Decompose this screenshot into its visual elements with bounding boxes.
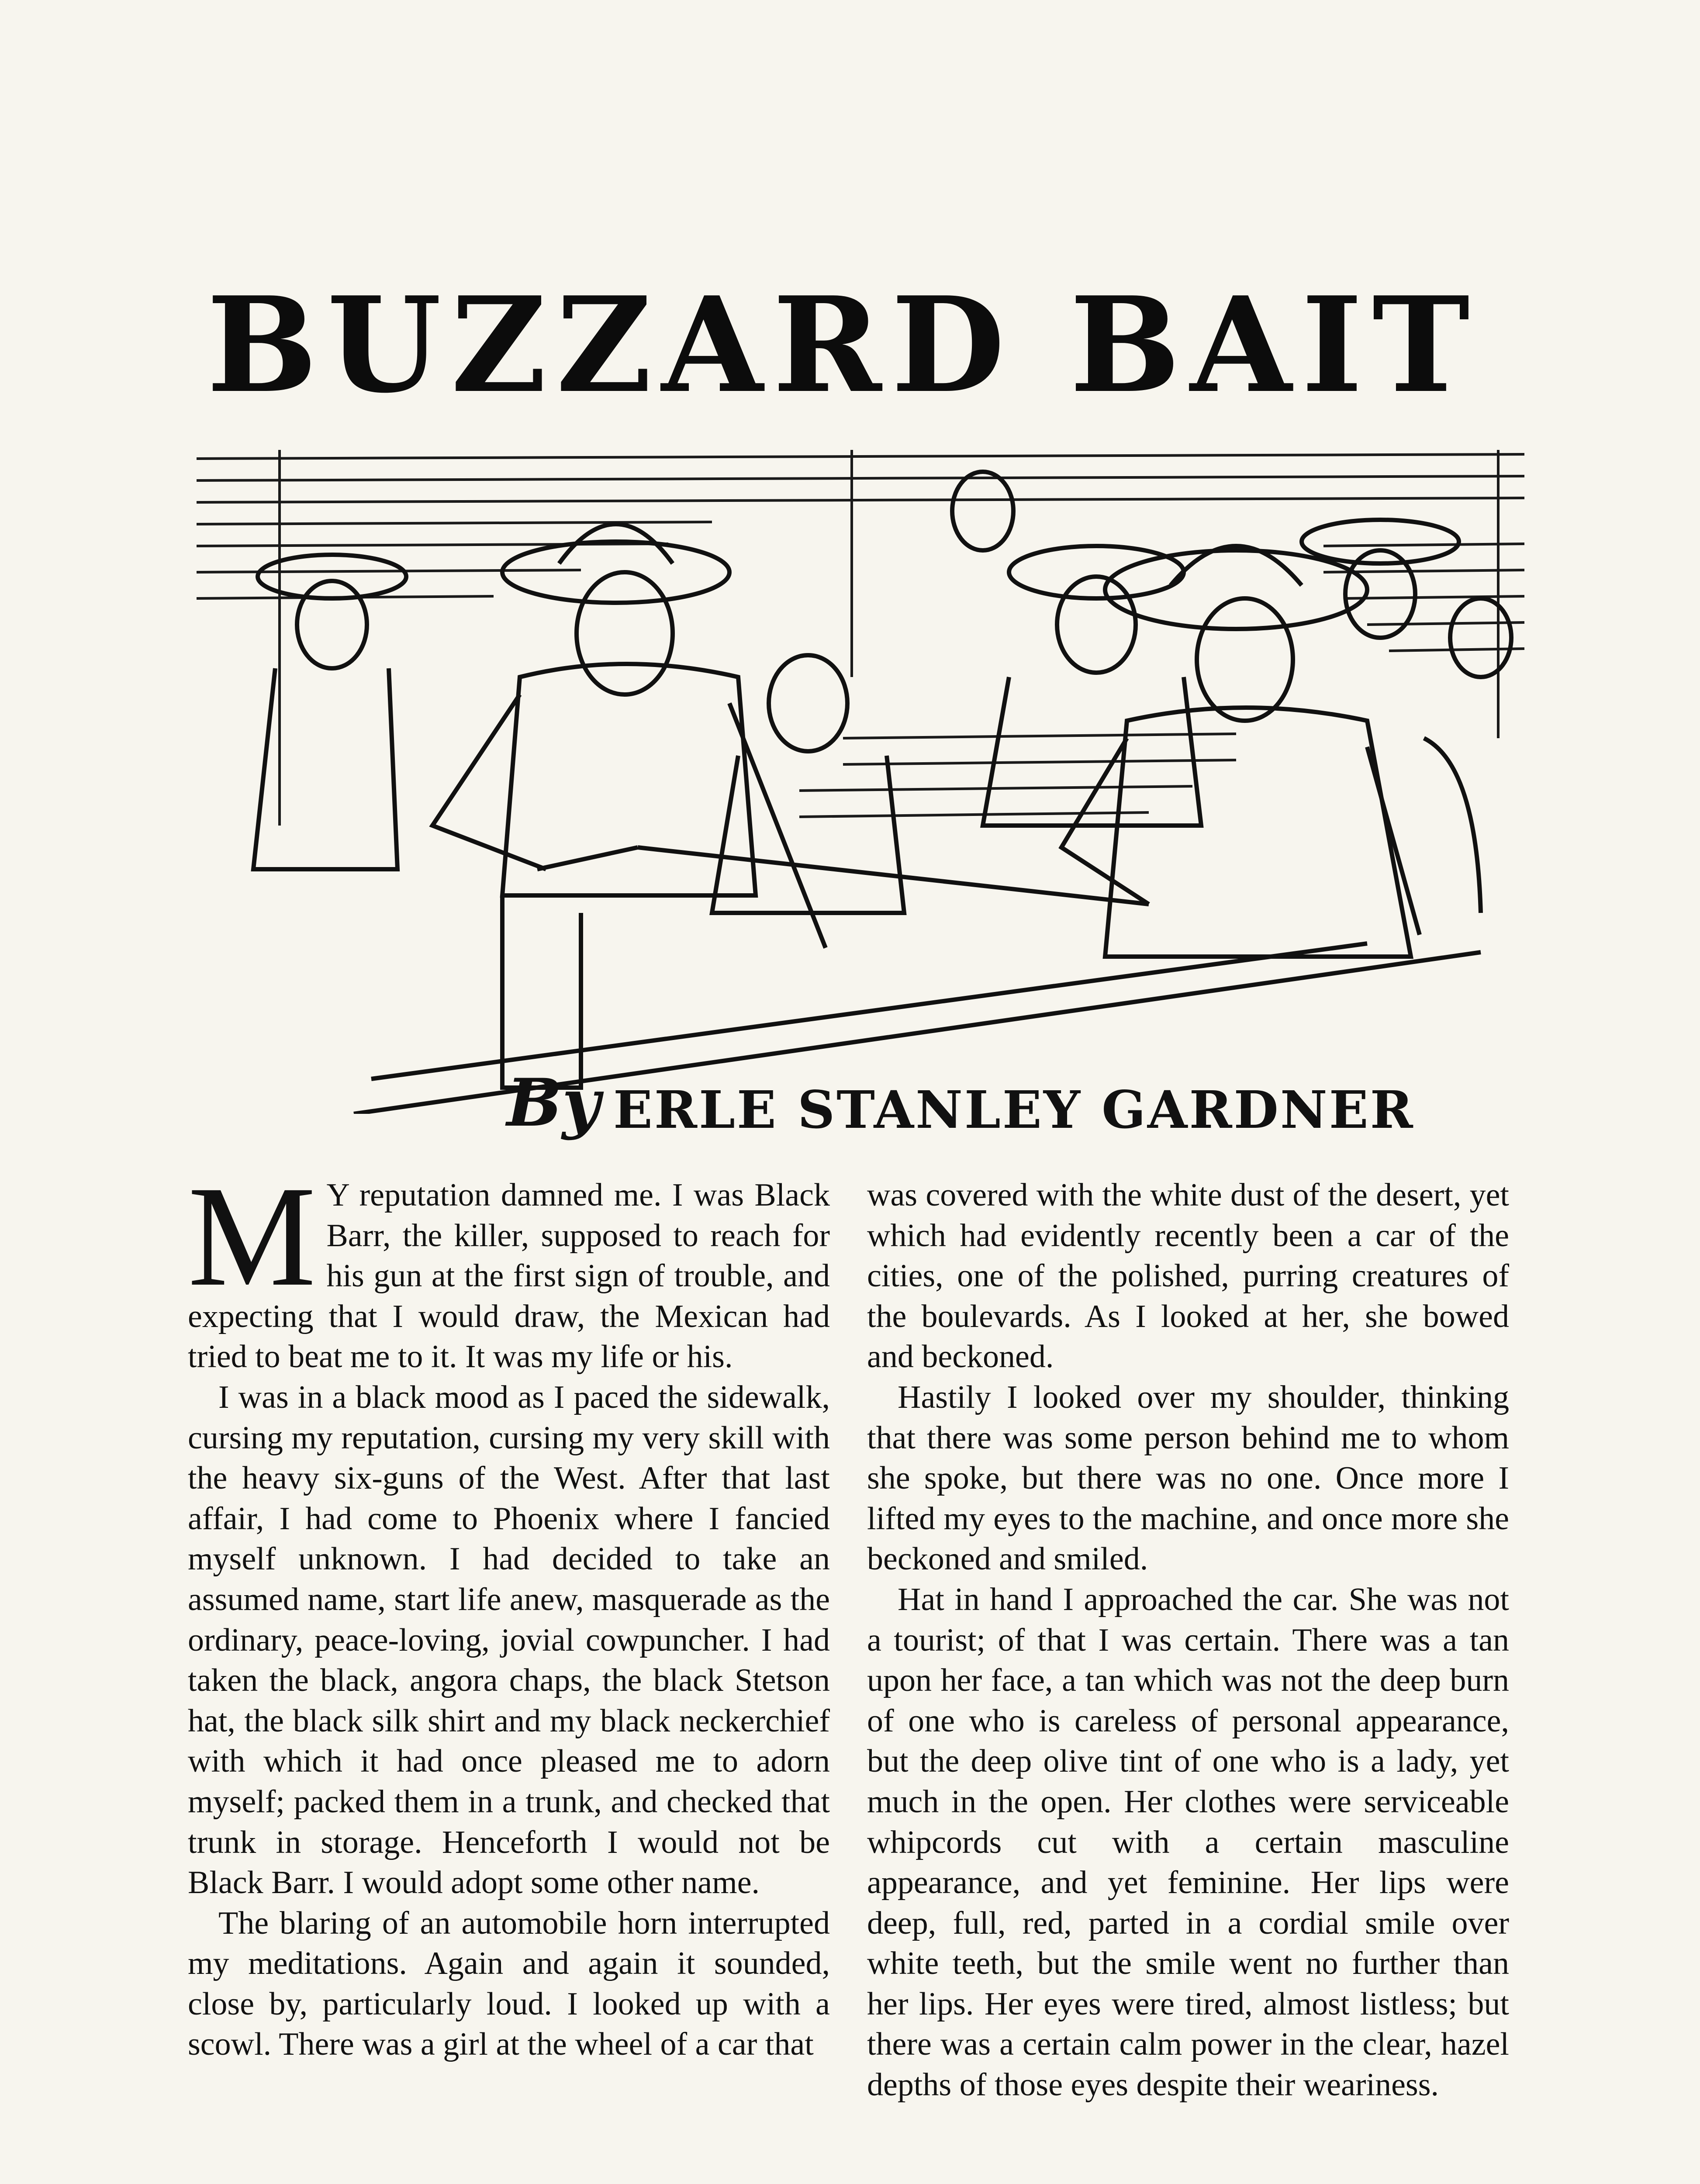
paragraph-text: Y reputation damned me. I was Black Barr, the killer, supposed to reach for his gun at the first sign of trouble, and expecting that I would draw, the Mexican had tried to beat me to it. It was my life or his. [188,1177,830,1375]
drop-cap: M [188,1157,316,1316]
paragraph [188,1157,830,1377]
saloon-gunfight-illustration [188,432,1533,1114]
author-name: ERLE STANLEY GARDNER [613,1079,1415,1140]
story-title: BUZZARD BAIT [207,268,1479,422]
paragraph: Hastily I looked over my shoulder, thinking that there was some person behind me to whom she spoke, but there was no one. Once more I lifted my eyes to the machine, and once more she beckoned and smiled. [867,1379,1509,1577]
text-column-left [188,1157,830,2065]
paragraph: The blaring of an automobile horn interrupted my meditations. Again and again it sounded, close by, particularly loud. I looked up with a scowl. There was a girl at the wheel of a car that [188,1905,830,2063]
paragraph: was covered with the white dust of the desert, yet which had evidently recently been a car of the cities, one of the polished, purring creatures of the boulevards. As I looked at her, she bowed and beckoned. [867,1177,1509,1375]
byline [507,1048,1546,1141]
paragraph: I was in a black mood as I paced the sidewalk, cursing my reputation, cursing my very skill with the heavy six-guns of the West. After that last affair, I had come to Phoenix where I fancied myself unknown. I had decided to take an assumed name, start life anew, masquerade as the ordinary, peace-loving, jovial cowpuncher. I had taken the black, angora chaps, the black Stetson hat, the black silk shirt and my black neckerchief with which it had once pleased me to adorn myself; packed them in a trunk, and checked that trunk in storage. Henceforth I would not be Black Barr. I would adopt some other name. [188,1379,830,1901]
byline-prefix: By [507,1064,600,1141]
text-column-right [867,1175,1509,2105]
paragraph: Hat in hand I approached the car. She was not a tourist; of that I was certain. There was a tan upon her face, a tan which was not the deep burn of one who is careless of personal appearance, but the deep olive tint of one who is a lady, yet much in the open. Her clothes were serviceable whipcords cut with a certain masculine appearance, and yet feminine. Her lips were deep, full, red, parted in a cordial smile over white teeth, but the smile went no further than her lips. Her eyes were tired, almost listless; but there was a certain calm power in the clear, hazel depths of those eyes despite their weariness. [867,1581,1509,2103]
